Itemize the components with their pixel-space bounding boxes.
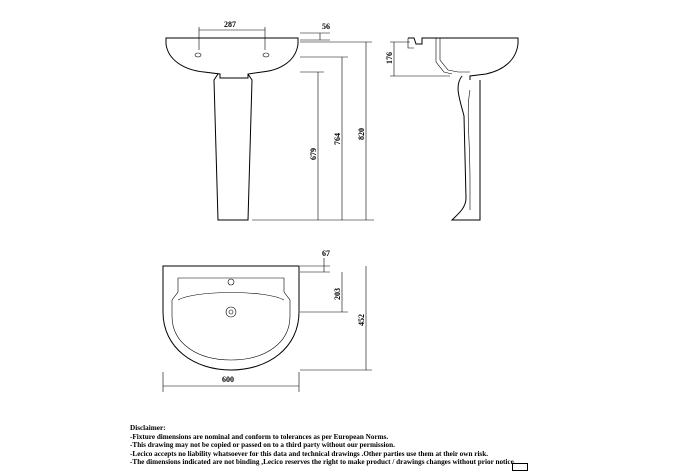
- side-basin: [408, 38, 518, 80]
- plan-basin-inner: [172, 278, 290, 360]
- dim-56: 56: [322, 22, 330, 31]
- plan-basin-outer: [163, 266, 299, 370]
- plan-waste-inner: [229, 310, 233, 314]
- disclaimer-title: Disclaimer:: [130, 424, 166, 432]
- front-elevation: [166, 20, 374, 220]
- disclaimer-line: -The dimensions indicated are not binding ,Lecico reserves the right to make product / drawings changes without prior notice.: [130, 458, 516, 467]
- disclaimer-line: -Lecico accepts no liability whatsoever for this data and technical drawings .Other parties use them at their own risk.: [130, 449, 489, 458]
- side-elevation: [385, 38, 518, 220]
- front-basin: [166, 38, 298, 78]
- front-tap-hole-left: [195, 53, 201, 57]
- brand-logo: [512, 463, 528, 471]
- dim-764: 764: [333, 133, 342, 145]
- front-tap-hole-right: [263, 53, 269, 57]
- disclaimer-line: -This drawing may not be copied or passed on to a third party without our permission.: [130, 441, 395, 450]
- disclaimer-line: -Fixture dimensions are nominal and conform to tolerances as per European Norms.: [130, 432, 389, 441]
- dim-203: 203: [333, 288, 342, 300]
- dim-679: 679: [309, 148, 318, 160]
- plan-tap-hole: [228, 279, 234, 285]
- dim-176: 176: [385, 52, 394, 64]
- plan-waste-outer: [226, 307, 236, 317]
- disclaimer: [130, 424, 670, 467]
- side-pedestal: [452, 76, 480, 220]
- front-pedestal: [214, 74, 252, 220]
- dim-452: 452: [357, 314, 366, 326]
- plan-view: [163, 249, 372, 392]
- dim-287: 287: [224, 20, 236, 29]
- dim-820: 820: [357, 128, 366, 140]
- dim-67: 67: [322, 249, 330, 258]
- dim-600: 600: [222, 375, 234, 384]
